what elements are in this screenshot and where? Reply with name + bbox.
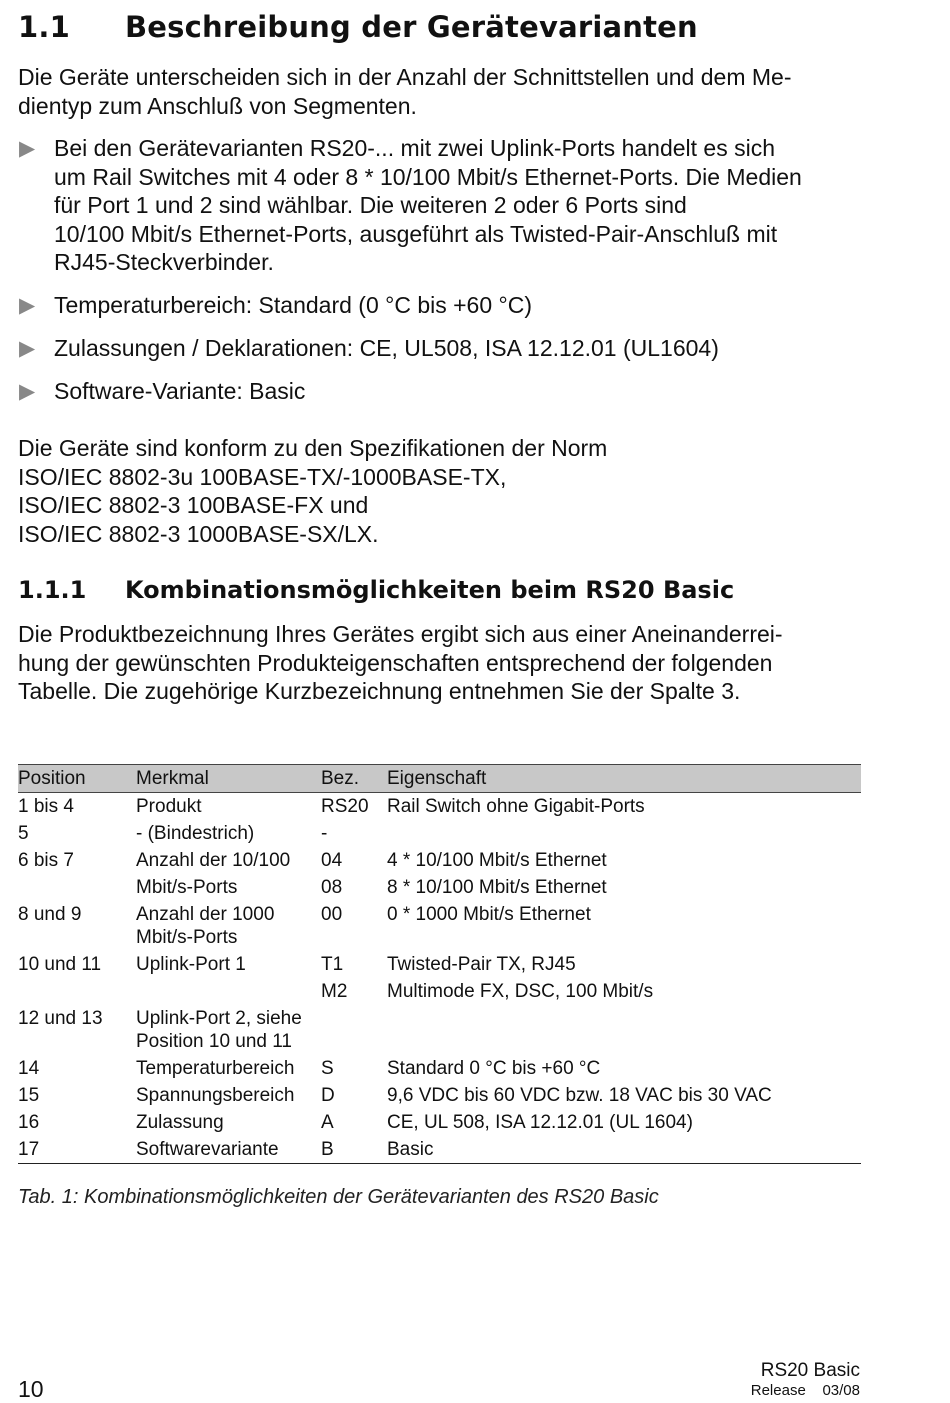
table-row [18,951,861,978]
bullet-item [18,334,719,363]
table-cell: 10 und 11 [18,954,102,975]
table-cell: M2 [321,981,348,1002]
subsection-paragraph [18,620,783,706]
subsection-heading [18,576,734,604]
table-row [18,847,861,874]
table-cell: Rail Switch ohne Gigabit-Ports [387,796,645,817]
norm-paragraph [18,434,607,548]
table-cell: RS20 [321,796,369,817]
section-number: 1.1 [18,10,70,44]
table-cell: S [321,1058,334,1079]
table-cell [18,978,136,1005]
column-header: Bez. [321,768,360,789]
table-cell: 14 [18,1058,40,1079]
text-line: Bei den Gerätevarianten RS20-... mit zwei Uplink-Ports handelt es sich [54,135,775,161]
bullet-text: Zulassungen / Deklarationen: CE, UL508, ISA 12.12.01 (UL1604) [54,335,719,361]
table-cell [387,820,861,847]
triangle-bullet-icon: ▶ [19,137,36,160]
page-number: 10 [18,1376,44,1402]
text-line: Die Produktbezeichnung Ihres Gerätes ergibt sich aus einer Aneinanderrei- [18,621,783,647]
table-cell: Anzahl der 10/100 [136,850,291,871]
table-cell: Standard 0 °C bis +60 °C [387,1058,601,1079]
table-cell: D [321,1085,335,1106]
table-cell [136,978,321,1005]
table-cell: 9,6 VDC bis 60 VDC bzw. 18 VAC bis 30 VAC [387,1085,772,1106]
table-cell: 12 und 13 [18,1008,103,1029]
table-row [18,820,861,847]
text-line: hung der gewünschten Produkteigenschaften entsprechend der folgenden [18,649,773,676]
table-cell: Basic [387,1139,434,1160]
subsection-title: Kombinationsmöglichkeiten beim RS20 Basic [125,576,735,604]
table-row [18,874,861,901]
table-cell: 04 [321,850,343,871]
combination-table [18,764,861,1164]
table-cell: Softwarevariante [136,1139,279,1160]
subsection-number: 1.1.1 [18,576,87,604]
table-cell: 8 * 10/100 Mbit/s Ethernet [387,877,607,898]
table-cell: 6 bis 7 [18,850,74,871]
text-line: Die Geräte unterscheiden sich in der Anzahl der Schnittstellen und dem Me- [18,64,792,90]
table-cell: Twisted-Pair TX, RJ45 [387,954,576,975]
table-cell: 08 [321,877,343,898]
table-row [18,1136,861,1164]
table-header-row [18,765,861,793]
table-cell: 00 [321,904,343,925]
column-header: Position [18,768,86,789]
table-row [18,978,861,1005]
table-cell: Uplink-Port 2, siehe Position 10 und 11 [136,1008,302,1052]
table-cell: 17 [18,1139,40,1160]
column-header: Eigenschaft [387,768,487,789]
column-header: Merkmal [136,768,209,789]
footer-product: RS20 Basic [760,1360,860,1381]
table-cell: T1 [321,954,344,975]
table-row [18,1109,861,1136]
table-cell: A [321,1112,334,1133]
table-cell: Spannungsbereich [136,1085,295,1106]
table-cell: Anzahl der 1000 Mbit/s-Ports [136,904,275,948]
table-row [18,1082,861,1109]
table-row [18,901,861,951]
text-line: um Rail Switches mit 4 oder 8 * 10/100 Mbit/s Ethernet-Ports. Die Medien [54,163,802,190]
table-cell: Produkt [136,796,202,817]
text-line: dientyp zum Anschluß von Segmenten. [18,92,417,119]
table-cell: 16 [18,1112,40,1133]
triangle-bullet-icon: ▶ [19,380,36,403]
triangle-bullet-icon: ▶ [19,294,36,317]
table-row [18,1005,861,1055]
table-cell: Zulassung [136,1112,224,1133]
text-line: RJ45-Steckverbinder. [54,249,274,276]
section-heading [18,10,698,44]
table-cell: Mbit/s-Ports [136,877,238,898]
table-cell: - [321,823,328,844]
text-line: ISO/IEC 8802-3 1000BASE-SX/LX. [18,520,379,547]
text-line: 10/100 Mbit/s Ethernet-Ports, ausgeführt als Twisted-Pair-Anschluß mit [54,220,778,247]
table-cell: 8 und 9 [18,904,82,925]
text-line: Die Geräte sind konform zu den Spezifikationen der Norm [18,435,608,461]
table-row [18,1055,861,1082]
table-cell: B [321,1139,334,1160]
bullet-text [54,134,802,277]
bullet-text: Temperaturbereich: Standard (0 °C bis +60 °C) [54,292,532,318]
bullet-item [18,291,532,320]
bullet-item [18,134,802,277]
table-cell [387,1005,861,1055]
footer [751,1360,860,1399]
table-cell [321,1005,387,1055]
table-cell: Temperaturbereich [136,1058,295,1079]
table-cell [18,874,136,901]
text-line: ISO/IEC 8802-3u 100BASE-TX/-1000BASE-TX, [18,463,507,490]
bullet-item [18,377,305,406]
section-title: Beschreibung der Gerätevarianten [125,10,698,44]
text-line: für Port 1 und 2 sind wählbar. Die weiteren 2 oder 6 Ports sind [54,192,687,219]
table-caption: Tab. 1: Kombinationsmöglichkeiten der Gerätevarianten des RS20 Basic [18,1186,659,1208]
table-cell: 4 * 10/100 Mbit/s Ethernet [387,850,607,871]
footer-release: Release 03/08 [750,1382,860,1399]
table-cell: - (Bindestrich) [136,823,255,844]
table-cell: 5 [18,823,29,844]
triangle-bullet-icon: ▶ [19,337,36,360]
table-cell: 0 * 1000 Mbit/s Ethernet [387,904,591,925]
text-line: ISO/IEC 8802-3 100BASE-FX und [18,492,369,519]
table-cell: Multimode FX, DSC, 100 Mbit/s [387,981,654,1002]
table-cell: 15 [18,1085,40,1106]
table-cell: Uplink-Port 1 [136,954,246,975]
table-cell: 1 bis 4 [18,796,74,817]
text-line: Tabelle. Die zugehörige Kurzbezeichnung entnehmen Sie der Spalte 3. [18,678,741,705]
table-row [18,793,861,821]
table-cell: CE, UL 508, ISA 12.12.01 (UL 1604) [387,1112,693,1133]
intro-paragraph [18,63,791,120]
bullet-text: Software-Variante: Basic [54,378,306,404]
